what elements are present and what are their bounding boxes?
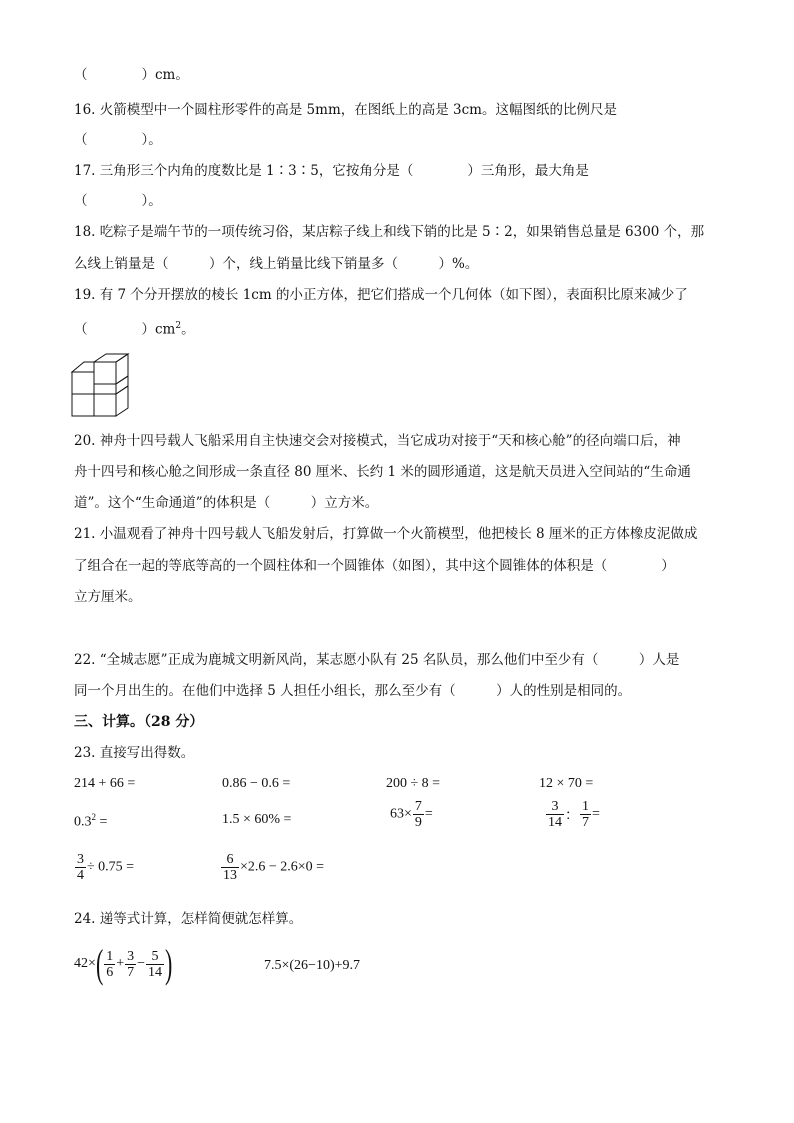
cube-figure — [70, 352, 140, 418]
calc-r3-c2: $\frac{6}{13}$ ×2.6 − 2.6×0 = — [223, 852, 325, 883]
fraction: $\frac{1}{6}$ — [106, 948, 114, 980]
q16-line-2: （ ）。 — [74, 132, 162, 148]
q24-prompt: 24. 递等式计算，怎样简便就怎样算。 — [74, 911, 303, 927]
fraction: $\frac{3}{14}$ — [548, 799, 562, 830]
calc-r2-c4: $\frac{3}{14}$ ： $\frac{1}{7}$ = — [548, 799, 600, 830]
fraction: $\frac{3}{7}$ — [127, 948, 135, 980]
expression-1: 42×( $\frac{1}{6}$ + $\frac{3}{7}$ − $\frac{5}{14}$ ) — [74, 941, 173, 986]
q17-line-2: （ ）。 — [74, 193, 162, 209]
fraction: $\frac{3}{4}$ — [77, 852, 84, 883]
calc-r2-c1: $0.3^2$ = — [74, 812, 108, 830]
expression-2: 7.5×(26−10)+9.7 — [264, 958, 361, 973]
q19-line-2: （ ）$cm^2$。 — [74, 321, 195, 338]
section-3-heading: 三、计算。（28 分） — [74, 714, 204, 730]
fraction: $\frac{1}{7}$ — [582, 799, 589, 830]
q20-line-1: 20. 神舟十四号载人飞船采用自主快速交会对接模式，当它成功对接于“天和核心舱”的径向端口后，神 — [74, 433, 681, 449]
q20-line-2: 舟十四号和核心舱之间形成一条直径 80 厘米、长约 1 米的圆形通道，这是航天员进入空间站的“生命通 — [74, 464, 691, 480]
left-paren: ( — [95, 941, 104, 986]
fraction: $\frac{5}{14}$ — [148, 948, 163, 980]
fraction: $\frac{7}{9}$ — [414, 799, 422, 830]
calc-r2-c3: 63× $\frac{7}{9}$ = — [390, 799, 433, 830]
q19-line-1: 19. 有 7 个分开摆放的棱长 1cm 的小正方体，把它们搭成一个几何体（如下图），表面积比原来减少了 — [74, 287, 688, 303]
q21-line-2: 了组合在一起的等底等高的一个圆柱体和一个圆锥体（如图），其中这个圆锥体的体积是（ ） — [74, 558, 675, 574]
q16-line-1: 16. 火箭模型中一个圆柱形零件的高是 5mm，在图纸上的高是 3cm。这幅图纸的比例尺是 — [74, 102, 617, 118]
q22-line-1: 22. “全城志愿”正成为鹿城文明新风尚，某志愿小队有 25 名队员，那么他们中至少有（ ）人是 — [74, 652, 680, 668]
q21-line-3: 立方厘米。 — [74, 589, 142, 605]
right-paren: ) — [165, 941, 173, 986]
q20-line-3: 道”。这个“生命通道”的体积是（ ）立方米。 — [74, 495, 379, 511]
calc-r3-c1: $\frac{3}{4}$ ÷ 0.75 = — [77, 852, 135, 883]
calc-r1-c4: 12 × 70 = — [539, 776, 594, 791]
calc-r2-c2: 1.5 × 60% = — [222, 812, 292, 827]
q15-continuation: （ ）cm。 — [74, 67, 189, 83]
fraction: $\frac{6}{13}$ — [223, 852, 237, 883]
q17-line-1: 17. 三角形三个内角的度数比是 1∶3∶5，它按角分是（ ）三角形，最大角是 — [74, 163, 589, 179]
q21-line-1: 21. 小温观看了神舟十四号载人飞船发射后，打算做一个火箭模型，他把棱长 8 厘米的正方体橡皮泥做成 — [74, 526, 698, 542]
q22-line-2: 同一个月出生的。在他们中选择 5 人担任小组长，那么至少有（ ）人的性别是相同的。 — [74, 683, 632, 699]
calc-r1-c3: 200 ÷ 8 = — [386, 776, 441, 791]
calc-r1-c1: 214 + 66 = — [74, 776, 136, 791]
q18-line-1: 18. 吃粽子是端午节的一项传统习俗，某店粽子线上和线下销的比是 5∶2，如果销售总量是 6300 个，那 — [74, 224, 705, 240]
q23-prompt: 23. 直接写出得数。 — [74, 745, 195, 761]
q18-line-2: 么线上销量是（ ）个，线上销量比线下销量多（ ）%。 — [74, 256, 479, 272]
calc-r1-c2: 0.86 − 0.6 = — [222, 776, 291, 791]
